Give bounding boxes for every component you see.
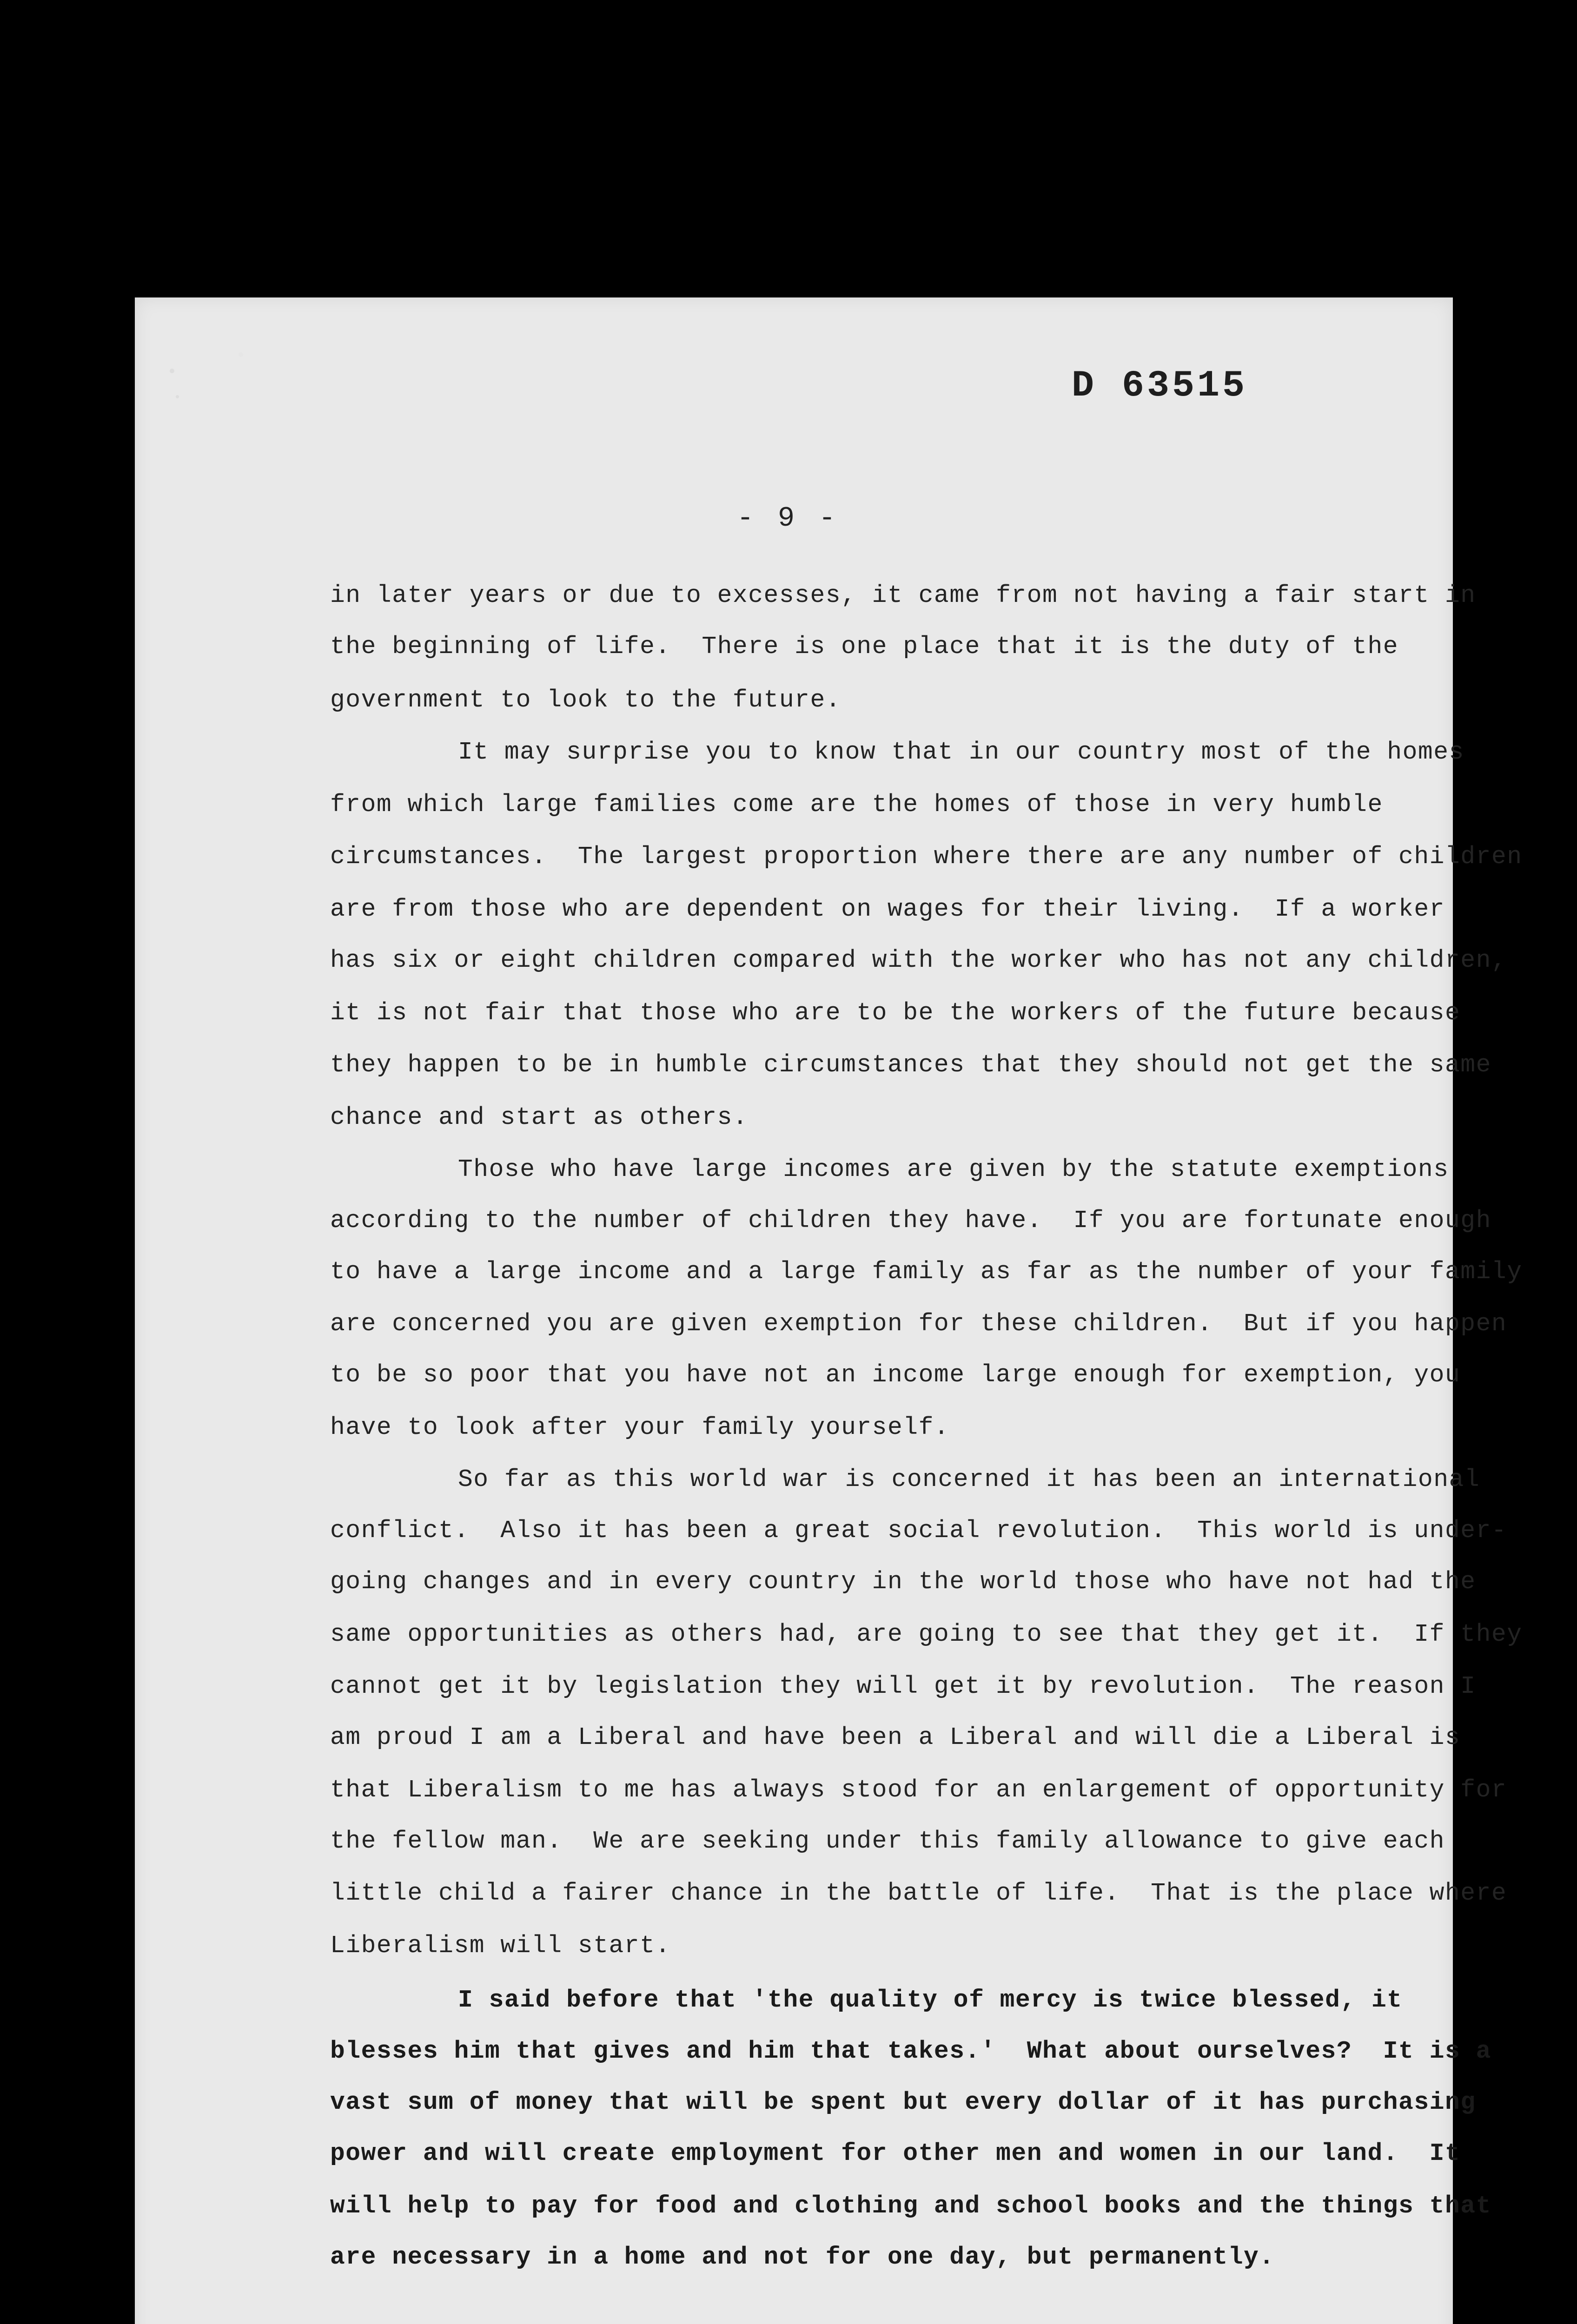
text-line: government to look to the future. [330, 686, 842, 714]
text-line: going changes and in every country in the world those who have not had the [330, 1568, 1476, 1596]
text-line: chance and start as others. [330, 1103, 749, 1131]
text-line: same opportunities as others had, are going to see that they get it. If they [330, 1620, 1523, 1648]
text-line: are concerned you are given exemption for these children. But if you happen [330, 1310, 1507, 1338]
text-line: that Liberalism to me has always stood for an enlargement of opportunity for [330, 1776, 1507, 1804]
margin-speck [176, 395, 179, 398]
margin-speck [239, 352, 243, 357]
text-line: according to the number of children they have. If you are fortunate enough [330, 1207, 1491, 1235]
text-line: to have a large income and a large family as far as the number of your family [330, 1258, 1523, 1286]
text-line: little child a fairer chance in the battle of life. That is the place where [330, 1879, 1507, 1907]
text-line: in later years or due to excesses, it came from not having a fair start in [330, 581, 1476, 609]
text-line: from which large families come are the homes of those in very humble [330, 791, 1383, 819]
text-line: to be so poor that you have not an income large enough for exemption, you [330, 1361, 1461, 1389]
text-line: So far as this world war is concerned it has been an international [458, 1466, 1480, 1493]
text-line: it is not fair that those who are to be the workers of the future because [330, 999, 1461, 1027]
text-line: I said before that 'the quality of mercy is twice blessed, it [458, 1986, 1403, 2014]
text-line: vast sum of money that will be spent but every dollar of it has purchasing [330, 2088, 1476, 2116]
margin-speck [170, 369, 174, 373]
text-line: cannot get it by legislation they will get it by revolution. The reason I [330, 1672, 1476, 1700]
text-line: have to look after your family yourself. [330, 1413, 950, 1441]
text-line: am proud I am a Liberal and have been a Liberal and will die a Liberal is [330, 1723, 1461, 1751]
text-line: It may surprise you to know that in our country most of the homes [458, 738, 1464, 766]
document-id: D 63515 [1072, 365, 1248, 407]
text-line: power and will create employment for other men and women in our land. It [330, 2139, 1461, 2167]
text-line: conflict. Also it has been a great social revolution. This world is under- [330, 1517, 1507, 1545]
text-line: they happen to be in humble circumstances that they should not get the same [330, 1051, 1491, 1079]
text-line: the fellow man. We are seeking under this family allowance to give each [330, 1827, 1445, 1855]
text-line: are from those who are dependent on wages for their living. If a worker [330, 895, 1445, 923]
text-line: circumstances. The largest proportion where there are any number of children [330, 843, 1523, 871]
text-line: Those who have large incomes are given by the statute exemptions [458, 1155, 1449, 1183]
text-line: are necessary in a home and not for one day, but permanently. [330, 2243, 1275, 2271]
text-line: has six or eight children compared with the worker who has not any children, [330, 946, 1507, 974]
text-line: Liberalism will start. [330, 1932, 671, 1960]
text-line: blesses him that gives and him that takes.' What about ourselves? It is a [330, 2037, 1491, 2065]
page-number: - 9 - [737, 503, 840, 535]
text-line: will help to pay for food and clothing and school books and the things that [330, 2192, 1491, 2220]
text-line: the beginning of life. There is one place that it is the duty of the [330, 633, 1399, 660]
